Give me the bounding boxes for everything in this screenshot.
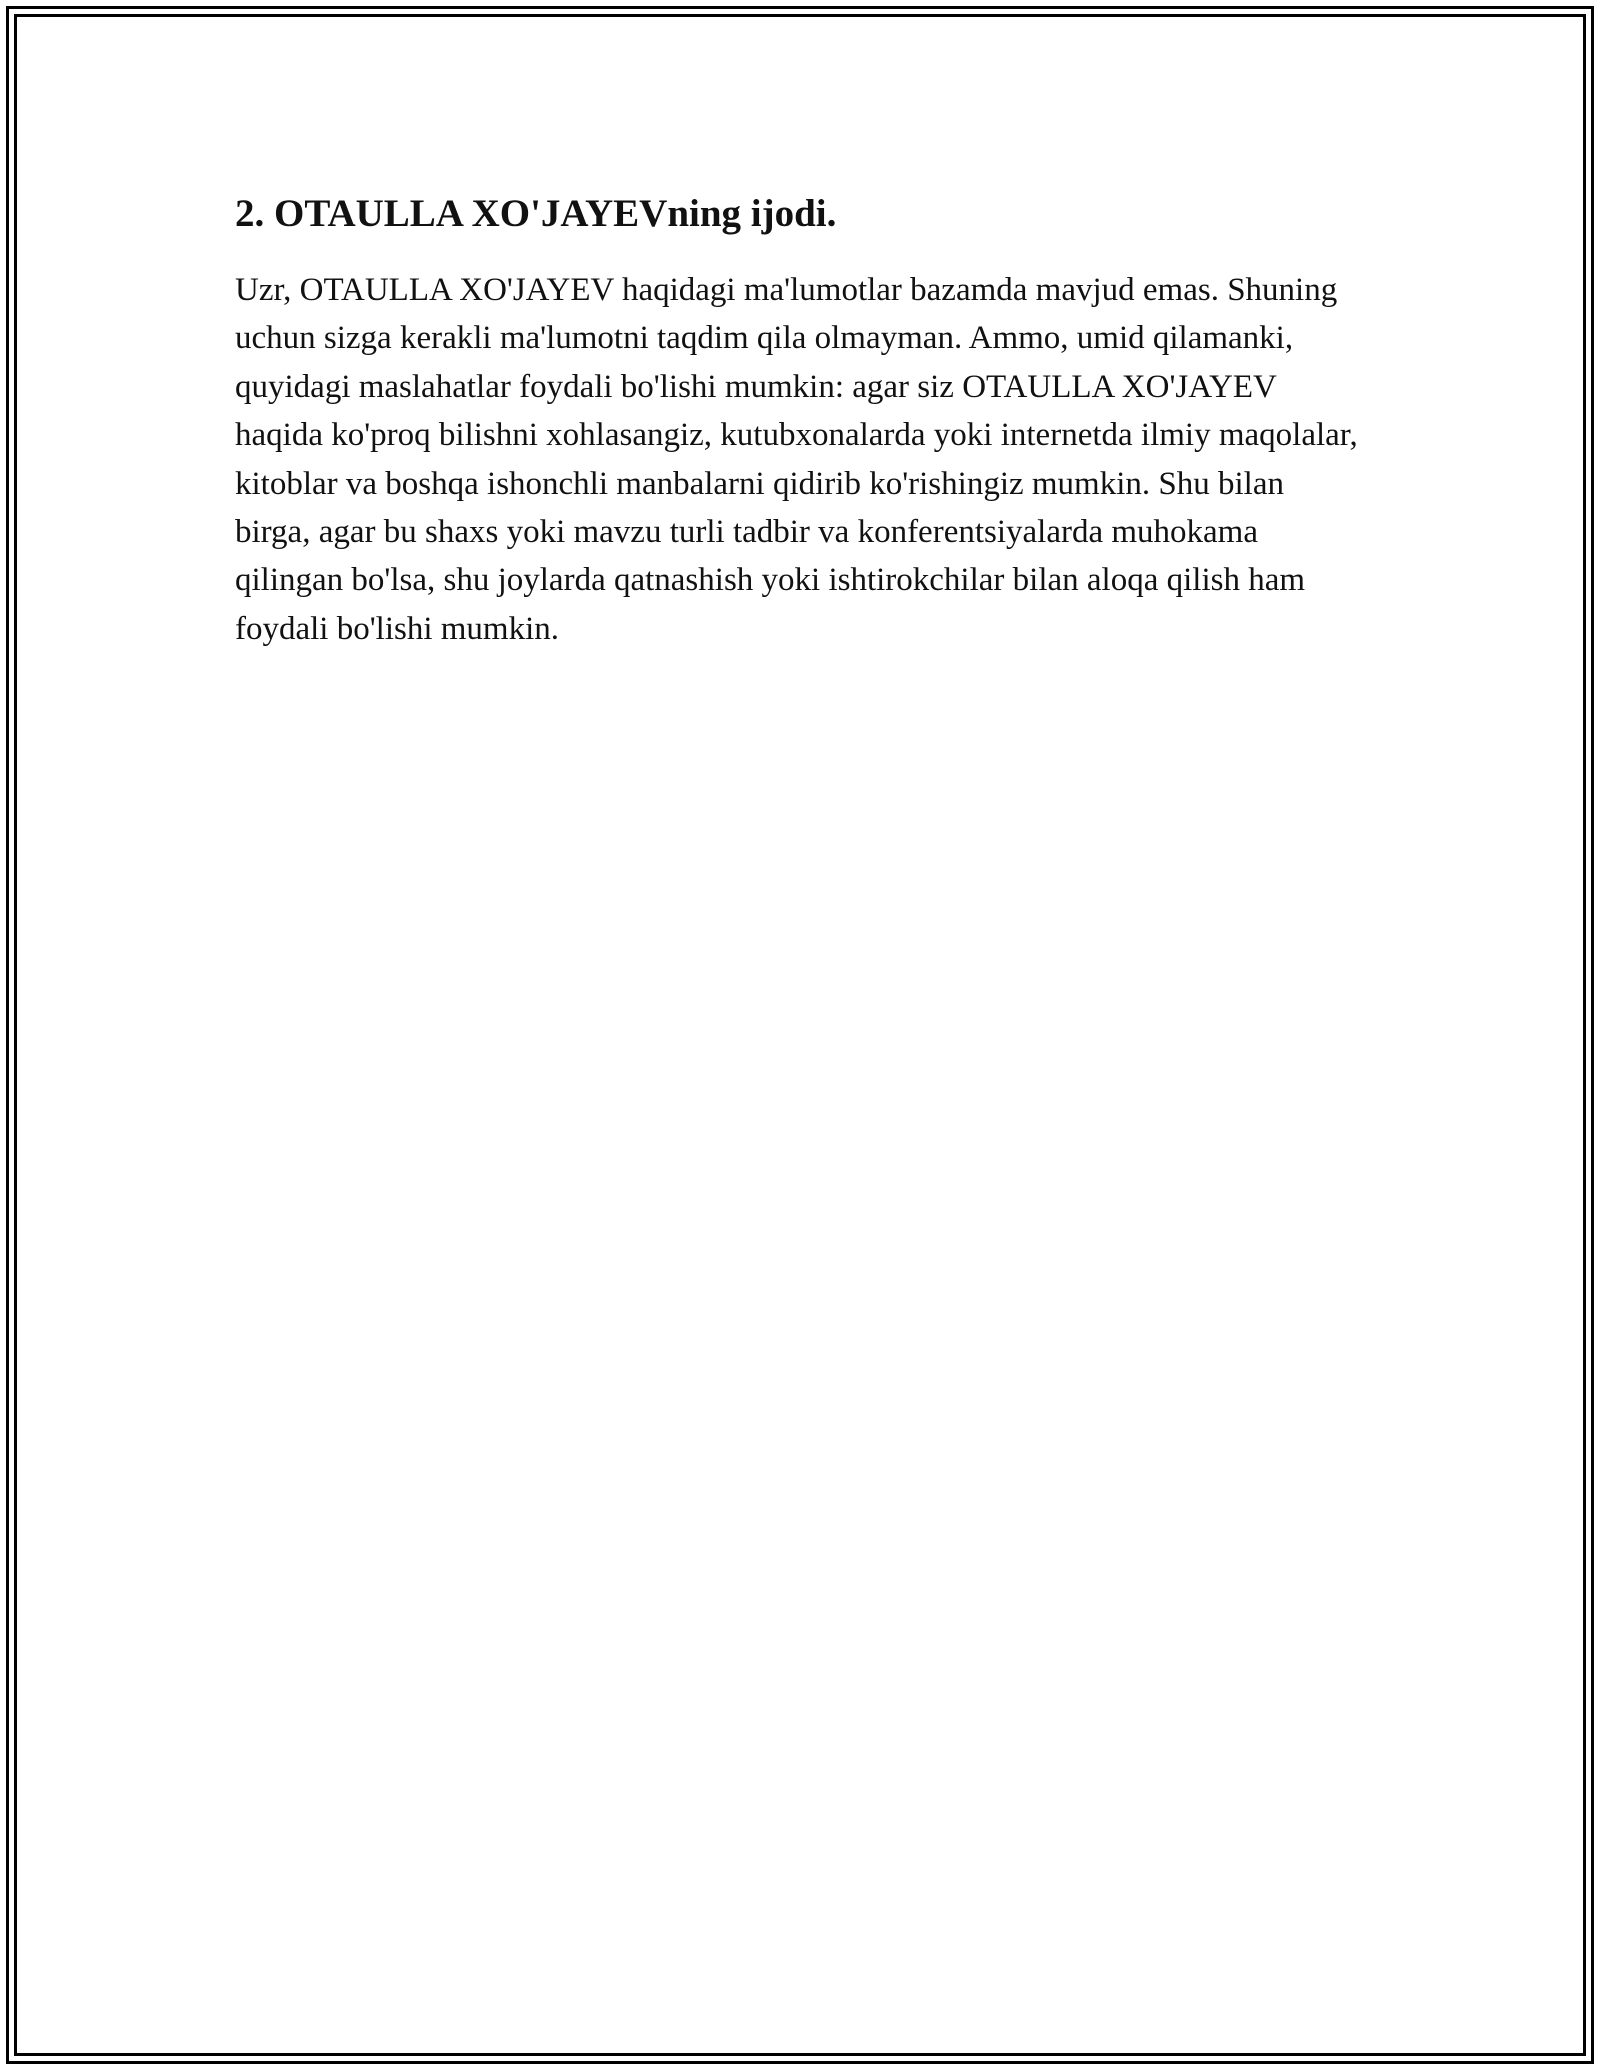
section-heading: 2. OTAULLA XO'JAYEVning ijodi.	[235, 192, 837, 235]
section-paragraph: Uzr, OTAULLA XO'JAYEV haqidagi ma'lumotlar bazamda mavjud emas. Shuning uchun sizga kerakli ma'lumotni taqdim qila olmayman. Ammo, umid qilamanki, quyidagi maslahatlar foydali bo'lishi mumkin: agar siz OTAULLA XO'JAYEV haqida ko'proq bilishni xohlasangiz, kutubxonalarda yoki internetda ilmiy maqolalar, kitoblar va boshqa ishonchli manbalarni qidirib ko'rishingiz mumkin. Shu bilan birga, agar bu shaxs yoki mavzu turli tadbir va konferentsiyalarda muhokama qilingan bo'lsa, shu joylarda qatnashish yoki ishtirokchilar bilan aloqa qilish ham foydali bo'lishi mumkin.	[235, 272, 1358, 647]
document-content	[235, 188, 1375, 653]
